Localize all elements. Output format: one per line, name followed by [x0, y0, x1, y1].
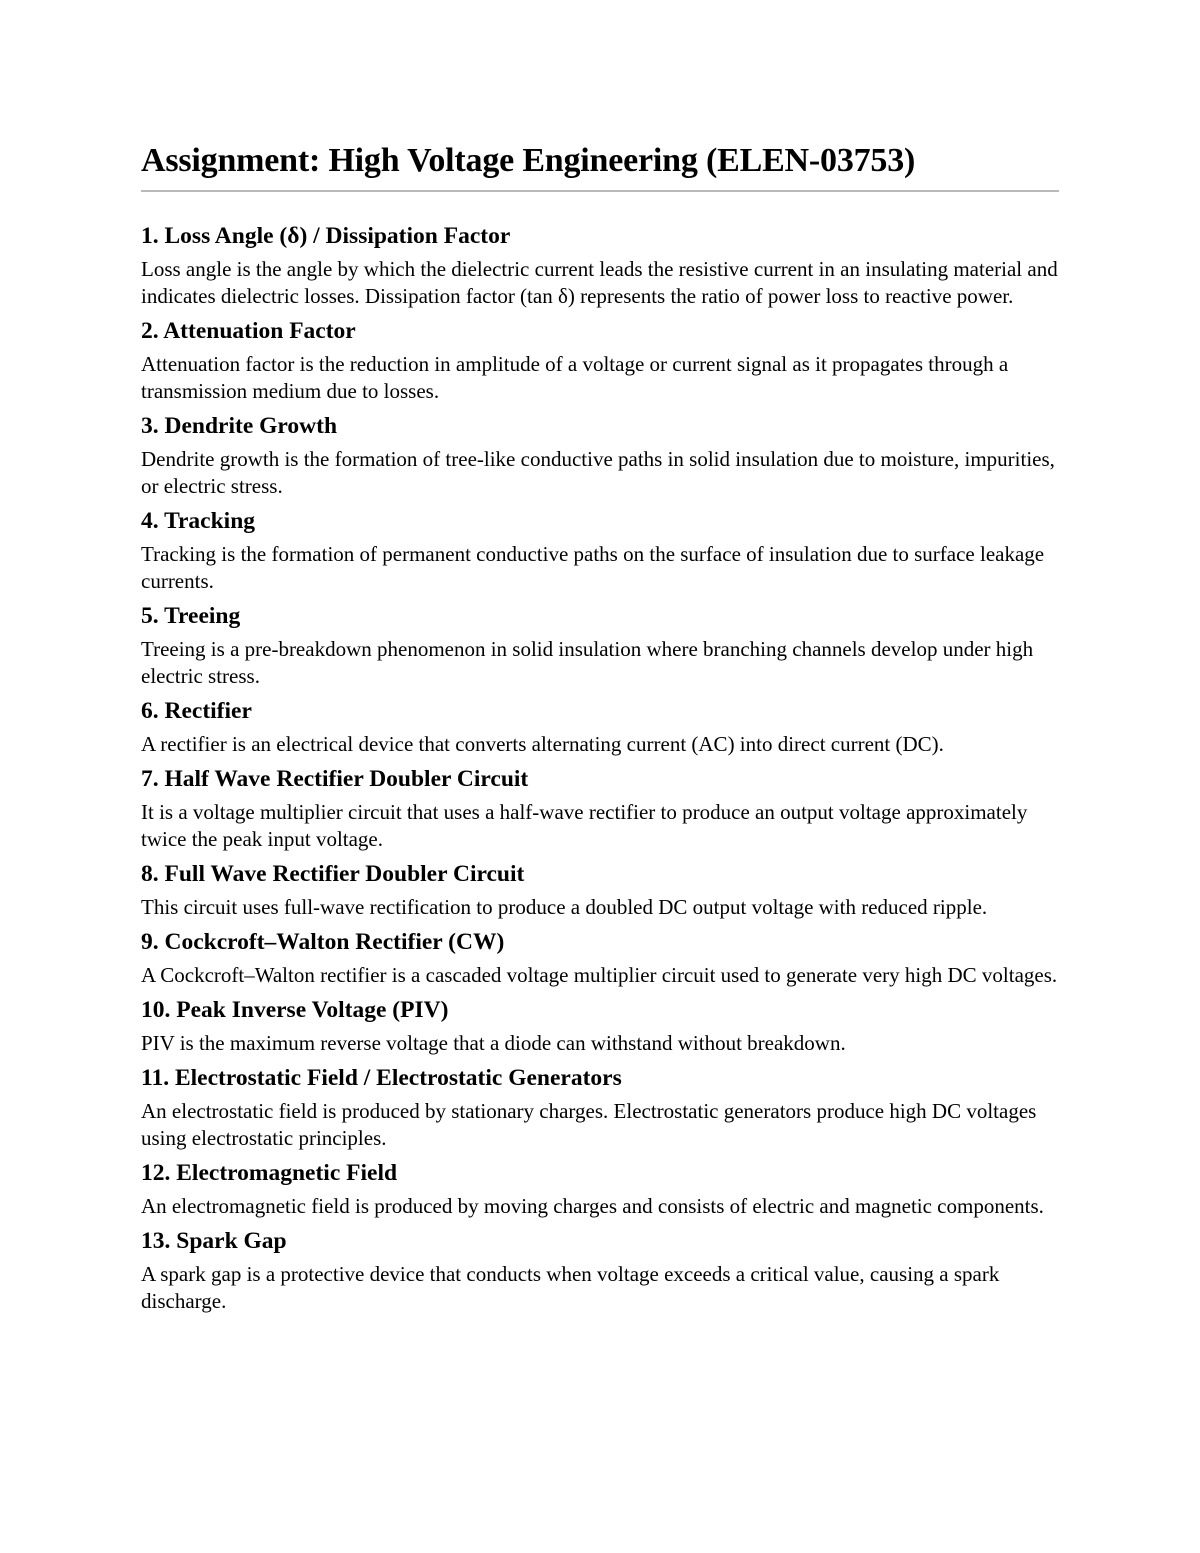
section-rectifier	[141, 697, 1059, 758]
section-body: Treeing is a pre-breakdown phenomenon in solid insulation where branching channels develop under high electric stress.	[141, 637, 1034, 688]
section-heading: 1. Loss Angle (δ) / Dissipation Factor	[141, 223, 511, 249]
section-electromagnetic-field	[141, 1159, 1059, 1220]
section-heading: 2. Attenuation Factor	[141, 318, 356, 344]
section-body: Tracking is the formation of permanent conductive paths on the surface of insulation due to surface leakage currents.	[141, 542, 1045, 593]
section-body: A Cockcroft–Walton rectifier is a cascaded voltage multiplier circuit used to generate very high DC voltages.	[141, 963, 1058, 987]
section-body: It is a voltage multiplier circuit that uses a half-wave rectifier to produce an output voltage approximately twice the peak input voltage.	[141, 800, 1028, 851]
section-body: Dendrite growth is the formation of tree-like conductive paths in solid insulation due to moisture, impurities, or electric stress.	[141, 447, 1055, 498]
section-loss-angle	[141, 222, 1059, 310]
section-heading: 11. Electrostatic Field / Electrostatic Generators	[141, 1065, 622, 1091]
document-title: Assignment: High Voltage Engineering (ELEN-03753)	[141, 142, 916, 179]
document-page	[141, 138, 1059, 1322]
section-heading: 7. Half Wave Rectifier Doubler Circuit	[141, 766, 529, 792]
section-dendrite-growth	[141, 412, 1059, 500]
section-attenuation-factor	[141, 317, 1059, 405]
section-full-wave-doubler	[141, 860, 1059, 921]
section-heading: 3. Dendrite Growth	[141, 413, 338, 439]
title-divider	[141, 190, 1059, 192]
section-heading: 4. Tracking	[141, 508, 256, 534]
section-heading: 10. Peak Inverse Voltage (PIV)	[141, 997, 449, 1023]
section-cockcroft-walton	[141, 928, 1059, 989]
section-heading: 8. Full Wave Rectifier Doubler Circuit	[141, 861, 525, 887]
section-body: Loss angle is the angle by which the dielectric current leads the resistive current in an insulating material and indicates dielectric losses. Dissipation factor (tan δ) represents the ratio of power loss to reactive power.	[141, 257, 1058, 308]
section-peak-inverse-voltage	[141, 996, 1059, 1057]
section-body: A rectifier is an electrical device that converts alternating current (AC) into direct current (DC).	[141, 732, 944, 756]
section-body: An electrostatic field is produced by stationary charges. Electrostatic generators produce high DC voltages using electrostatic principles.	[141, 1099, 1037, 1150]
section-half-wave-doubler	[141, 765, 1059, 853]
section-body: This circuit uses full-wave rectification to produce a doubled DC output voltage with reduced ripple.	[141, 895, 988, 919]
section-heading: 6. Rectifier	[141, 698, 252, 724]
section-body: Attenuation factor is the reduction in amplitude of a voltage or current signal as it propagates through a transmission medium due to losses.	[141, 352, 1009, 403]
section-body: PIV is the maximum reverse voltage that a diode can withstand without breakdown.	[141, 1031, 846, 1055]
section-body: An electromagnetic field is produced by moving charges and consists of electric and magnetic components.	[141, 1194, 1044, 1218]
section-tracking	[141, 507, 1059, 595]
section-heading: 9. Cockcroft–Walton Rectifier (CW)	[141, 929, 505, 955]
section-heading: 13. Spark Gap	[141, 1228, 287, 1254]
section-heading: 12. Electromagnetic Field	[141, 1160, 398, 1186]
section-body: A spark gap is a protective device that conducts when voltage exceeds a critical value, causing a spark discharge.	[141, 1262, 1000, 1313]
section-spark-gap	[141, 1227, 1059, 1315]
section-heading: 5. Treeing	[141, 603, 241, 629]
section-treeing	[141, 602, 1059, 690]
section-electrostatic-field	[141, 1064, 1059, 1152]
